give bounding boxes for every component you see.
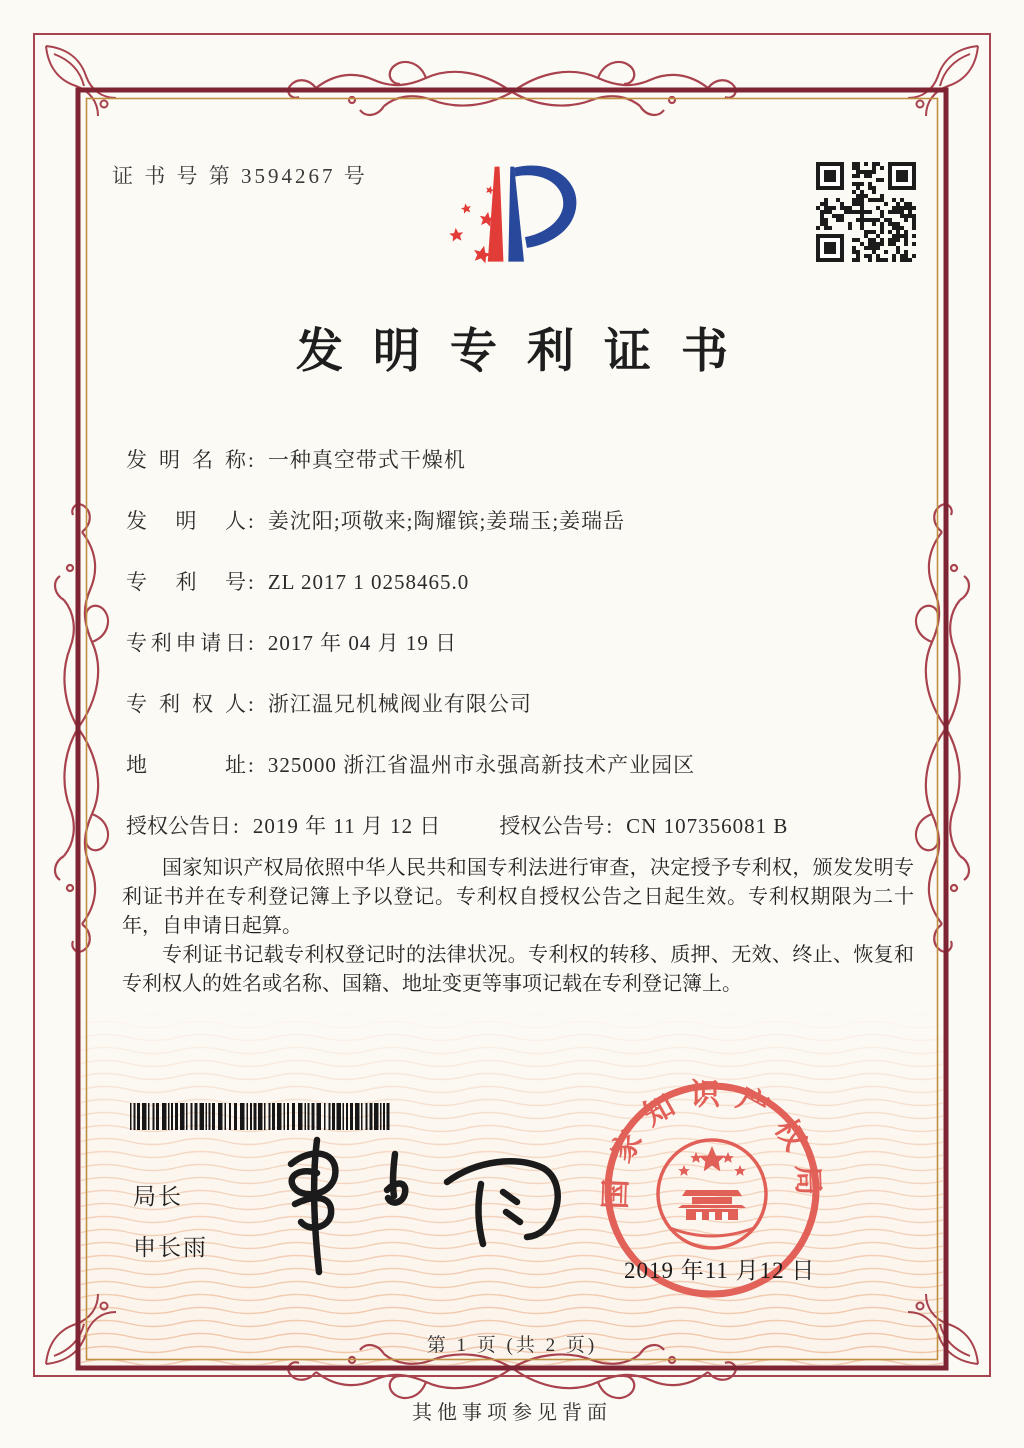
grant-number-group: 授权公告号 : CN 107356081 B [499, 810, 788, 840]
field-invention-name: 发明名称 : 一种真空带式干燥机 [126, 444, 926, 478]
page-number: 第 1 页 (共 2 页) [426, 1335, 598, 1356]
grant-row [126, 810, 788, 840]
grant-number-value: CN 107356081 B [626, 814, 789, 838]
field-label: 专利权人 [126, 692, 246, 716]
field-address: 地址 : 325000 浙江省温州市永强高新技术产业园区 [126, 749, 926, 783]
certificate-number: 证 书 号 第 3594267 号 [112, 164, 368, 188]
seal-national-emblem [658, 1140, 766, 1248]
back-side-note: 其他事项参见背面 [412, 1402, 612, 1424]
field-application-date: 专利申请日 : 2017 年 04 月 19 日 [126, 627, 926, 661]
grant-date-value: 2019 年 11 月 12 日 [252, 814, 442, 838]
field-list [126, 444, 926, 810]
grant-date-group: 授权公告日 : 2019 年 11 月 12 日 [126, 810, 441, 840]
field-value: 2017 年 04 月 19 日 [267, 631, 458, 655]
signer-block [133, 1178, 208, 1262]
grant-number-label: 授权公告号 [499, 814, 605, 838]
field-label: 发明名称 [126, 448, 246, 472]
field-value: 姜沈阳;项敬来;陶耀镔;姜瑞玉;姜瑞岳 [267, 509, 626, 533]
field-patent-number: 专利号 : ZL 2017 1 0258465.0 [126, 566, 926, 600]
field-label: 地址 [126, 753, 246, 777]
grant-date-label: 授权公告日 [126, 814, 231, 838]
seal-date: 2019 年11 月12 日 [624, 1258, 816, 1283]
signer-name: 申长雨 [133, 1235, 208, 1260]
legal-paragraph-1: 国家知识产权局依照中华人民共和国专利法进行审查，决定授予专利权，颁发发明专利证书并在专利登记簿上予以登记。专利权自授权公告之日起生效。专利权期限为二十年，自申请日起算。 [122, 857, 914, 937]
signer-title: 局长 [133, 1184, 183, 1209]
field-patentee: 专利权人 : 浙江温兄机械阀业有限公司 [126, 688, 926, 722]
legal-paragraph-2: 专利证书记载专利权登记时的法律状况。专利权的转移、质押、无效、终止、恢复和专利权人的姓名或名称、国籍、地址变更等事项记载在专利登记簿上。 [122, 944, 914, 995]
legal-text [122, 854, 914, 999]
qr-code [816, 162, 916, 262]
certificate-title: 发明专利证书 [296, 326, 758, 378]
logo-p-curve [514, 165, 576, 247]
field-value: 浙江温兄机械阀业有限公司 [267, 692, 532, 716]
field-label: 发明人 [126, 509, 246, 533]
barcode [130, 1103, 392, 1130]
logo-blue-wedge [508, 167, 524, 262]
field-label: 专利号 [126, 570, 246, 594]
field-value: 325000 浙江省温州市永强高新技术产业园区 [267, 753, 696, 777]
cnipa-logo [424, 150, 624, 292]
field-inventors: 发明人 : 姜沈阳;项敬来;陶耀镔;姜瑞玉;姜瑞岳 [126, 505, 926, 539]
handwritten-signature [255, 1130, 575, 1290]
field-value: 一种真空带式干燥机 [267, 448, 466, 472]
field-label: 专利申请日 [126, 631, 246, 655]
seal-text: 国家知识产权局 [599, 1078, 825, 1210]
field-value: ZL 2017 1 0258465.0 [267, 570, 470, 594]
logo-red-wedge [488, 167, 504, 262]
